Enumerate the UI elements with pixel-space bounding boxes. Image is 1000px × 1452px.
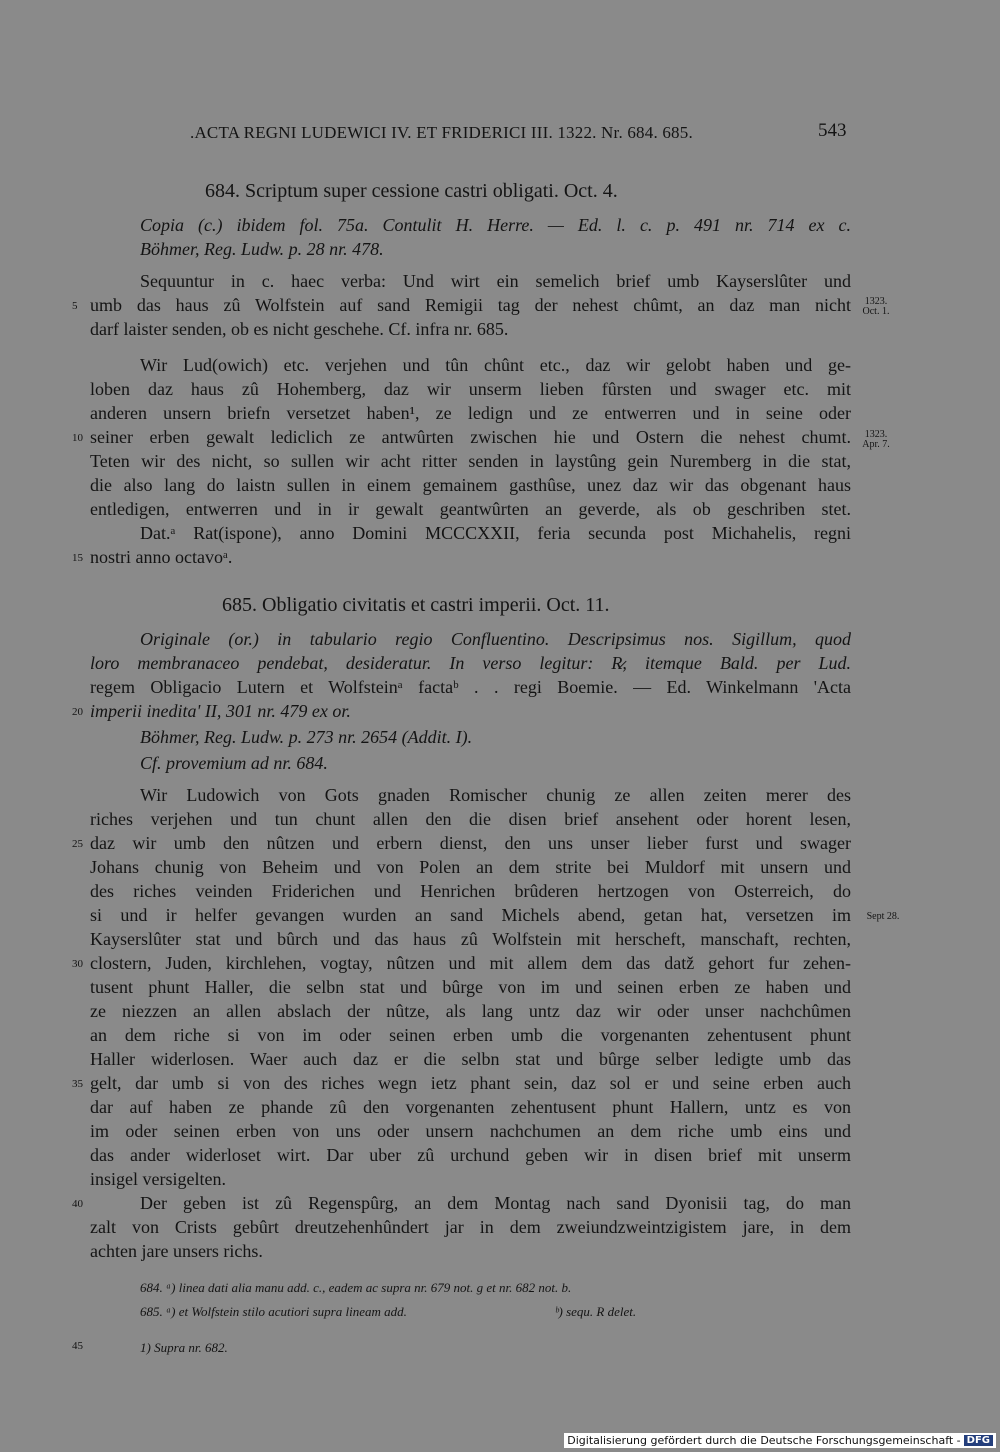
text-line: Böhmer, Reg. Ludw. p. 28 nr. 478.	[140, 239, 384, 259]
text-line: Sequuntur in c. haec verba: Und wirt ein semelich brief umb Kayserslûter und	[140, 271, 851, 291]
text-line: seiner erben gewalt lediclich ze antwûrten zwischen hie und Ostern die nehest chumt.	[90, 427, 851, 447]
text-line: riches verjehen und tun chunt allen den die disen brief ansehent oder horent lesen,	[90, 809, 851, 829]
text-line: Cf. provemium ad nr. 684.	[140, 753, 328, 773]
text-line: Johans chunig von Beheim und von Polen an dem strite bei Muldorf mit unsern und	[90, 857, 851, 877]
line-number: 45	[72, 1340, 83, 1352]
text-line: Originale (or.) in tabulario regio Confluentino. Descripsimus nos. Sigillum, quod	[140, 629, 851, 649]
text-line: entledigen, entwerren und in ir gewalt geantwûrten an geverde, als ob geschriben stet.	[90, 499, 851, 519]
text-line: clostern, Juden, kirchlehen, vogtay, nûtzen und mit allem dem das datž gehort fur zehen-	[90, 953, 851, 973]
margin-date: 1323. Oct. 1.	[862, 296, 890, 317]
text-line: insigel versigelten.	[90, 1169, 226, 1189]
digitization-footer	[564, 1433, 996, 1448]
text-line: gelt, dar umb si von des riches wegn ietz phant sein, daz sol er und seine erben auch	[90, 1073, 851, 1093]
text-line: daz wir umb den nûtzen und erbern dienst, den uns unser lieber furst und swager	[90, 833, 851, 853]
text-line: Dat.ᵃ Rat(ispone), anno Domini MCCCXXII, feria secunda post Michahelis, regni	[140, 523, 851, 543]
text-line: loben daz haus zû Hohemberg, daz wir unserm lieben fûrsten und swager etc. mit	[90, 379, 851, 399]
line-number: 10	[72, 432, 83, 444]
footnote-684: 684. ᵃ) linea dati alia manu add. c., eadem ac supra nr. 679 not. g et nr. 682 not. b.	[140, 1280, 572, 1295]
doc-684-heading: 684. Scriptum super cessione castri obligati. Oct. 4.	[205, 180, 618, 202]
page-number: 543	[818, 120, 847, 141]
text-line: des riches veinden Friderichen und Henrichen brûderen hertzogen von Osterreich, do	[90, 881, 851, 901]
line-number: 15	[72, 552, 83, 564]
line-number: 30	[72, 958, 83, 970]
footnote-1: 1) Supra nr. 682.	[140, 1340, 228, 1355]
line-number: 20	[72, 706, 83, 718]
text-line: loro membranaceo pendebat, desideratur. In verso legitur: R̷, itemque Bald. per Lud.	[90, 653, 851, 673]
text-line: umb das haus zû Wolfstein auf sand Remigii tag der nehest chûmt, an daz man nicht	[90, 295, 851, 315]
line-number: 40	[72, 1198, 83, 1210]
text-line: dar auf haben ze phande zû den vorgenanten zehentusent phunt Hallern, untz es von	[90, 1097, 851, 1117]
text-line: darf laister senden, ob es nicht geschehe. Cf. infra nr. 685.	[90, 319, 509, 339]
text-line: achten jare unsers richs.	[90, 1241, 263, 1261]
text-line: Wir Lud(owich) etc. verjehen und tûn chûnt etc., daz wir gelobt haben und ge-	[140, 355, 851, 375]
text-line: an dem riche si von im oder seinen erben umb die vorgenanten zehentusent phunt	[90, 1025, 851, 1045]
dfg-logo: DFG	[964, 1435, 993, 1446]
line-number: 35	[72, 1078, 83, 1090]
text-line: Der geben ist zû Regenspûrg, an dem Montag nach sand Dyonisii tag, do man	[140, 1193, 851, 1213]
text-line: Kayserslûter stat und bûrch und das haus zû Wolfstein mit herscheft, manschaft, rechten,	[90, 929, 851, 949]
text-line: si und ir helfer gevangen wurden an sand Michels abend, getan hat, versetzen im	[90, 905, 851, 925]
text-line: anderen unsern briefn versetzet haben¹, ze ledign und ze entwerren und in seine oder	[90, 403, 851, 423]
text-line: das ander widerloset wirt. Dar uber zû urchund geben wir in disen brief mit unserm	[90, 1145, 851, 1165]
doc-685-heading: 685. Obligatio civitatis et castri imperii. Oct. 11.	[222, 594, 610, 616]
text-line: Böhmer, Reg. Ludw. p. 273 nr. 2654 (Addit. I).	[140, 727, 473, 747]
footnote-685a: 685. ᵃ) et Wolfstein stilo acutiori supra lineam add.	[140, 1304, 407, 1319]
line-number: 5	[72, 300, 78, 312]
text-line: Teten wir des nicht, so sullen wir acht ritter senden in laystûng gein Nuremberg in die stat,	[90, 451, 851, 471]
footer-text: Digitalisierung gefördert durch die Deutsche Forschungsgemeinschaft -	[567, 1434, 961, 1447]
text-line: ze niezzen an allen abslach der nûtze, als lang untz daz wir oder unser nachchûmen	[90, 1001, 851, 1021]
line-number: 25	[72, 838, 83, 850]
text-line: Haller widerlosen. Waer auch daz er die selbn stat und bûrge selber ledigte umb das	[90, 1049, 851, 1069]
footnote-685b: ᵇ) sequ. R delet.	[555, 1304, 637, 1319]
text-line: Copia (c.) ibidem fol. 75a. Contulit H. Herre. — Ed. l. c. p. 491 nr. 714 ex c.	[140, 215, 851, 235]
margin-date: Sept 28.	[866, 911, 900, 922]
text-line: die also lang do laistn sullen in einem gemainem gasthûse, unez daz wir das obgenant haus	[90, 475, 851, 495]
text-line: Wir Ludowich von Gots gnaden Romischer chunig ze allen zeiten merer des	[140, 785, 851, 805]
text-line: tusent phunt Haller, die selbn stat und bûrge von im und seinen erben ze haben und	[90, 977, 851, 997]
running-title: .ACTA REGNI LUDEWICI IV. ET FRIDERICI III. 1322. Nr. 684. 685.	[190, 123, 693, 142]
text-line: regem Obligacio Lutern et Wolfsteinᵃ factaᵇ . . regi Boemie. — Ed. Winkelmann 'Acta	[90, 677, 851, 697]
text-line: nostri anno octavoᵃ.	[90, 547, 233, 567]
text-line: imperii inedita' II, 301 nr. 479 ex or.	[90, 701, 351, 721]
text-line: im oder seinen erben von uns oder unsern nachchumen an dem riche umb eins und	[90, 1121, 851, 1141]
margin-date: 1323. Apr. 7.	[862, 429, 890, 450]
text-line: zalt von Crists gebûrt dreutzehenhûndert jar in dem zweiundzweintzigistem jare, in dem	[90, 1217, 851, 1237]
